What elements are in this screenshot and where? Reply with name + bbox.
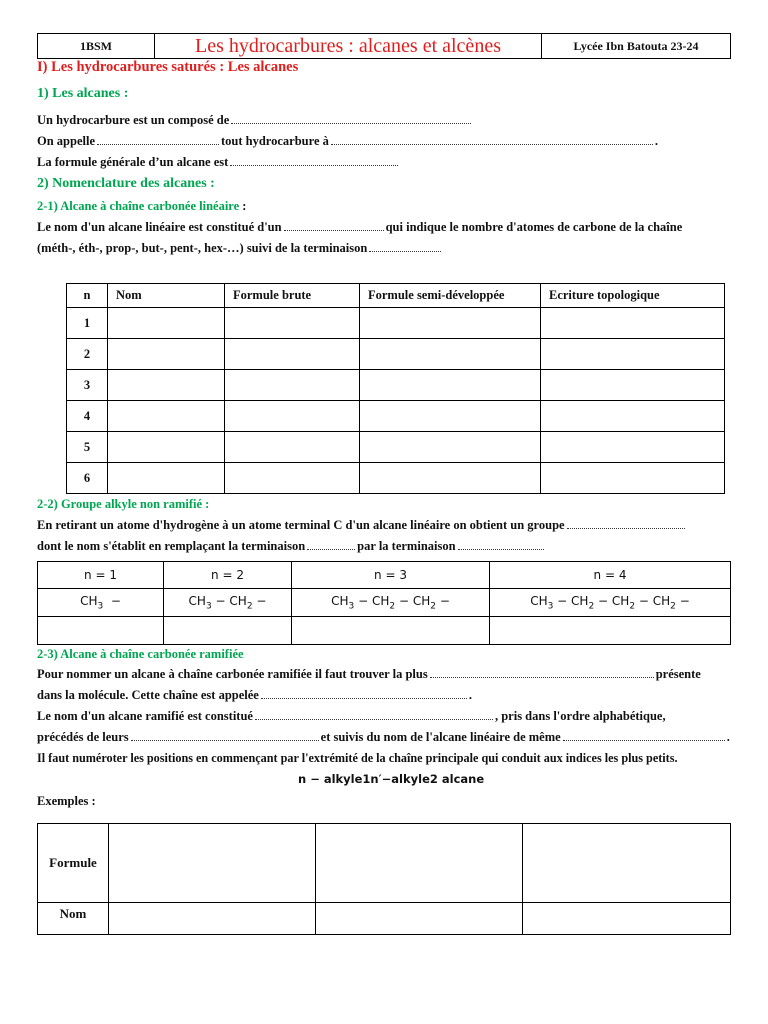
line-ramifie-3	[37, 709, 666, 724]
blank	[369, 242, 441, 252]
row-number: 2	[67, 339, 108, 370]
table-row	[67, 432, 725, 463]
cell	[316, 824, 523, 903]
text: 2-1) Alcane à chaîne carbonée linéaire	[37, 199, 240, 213]
text: La formule générale d’un alcane est	[37, 155, 229, 169]
line-nom-lineaire	[37, 220, 682, 235]
row-number: 1	[67, 308, 108, 339]
col-header-n4: n = 4	[490, 562, 731, 589]
subsection-title-2-3: 2-3) Alcane à chaîne carbonée ramifiée	[37, 647, 244, 661]
class-label: 1BSM	[38, 34, 155, 59]
line-ramifie-2	[37, 688, 472, 703]
row-number: 6	[67, 463, 108, 494]
subsection-title-2-2: 2-2) Groupe alkyle non ramifié :	[37, 497, 210, 511]
blank	[230, 156, 398, 166]
cell	[360, 339, 541, 370]
text: Le nom d'un alcane ramifié est constitué	[37, 709, 253, 723]
header-table	[37, 33, 731, 59]
table-row	[67, 339, 725, 370]
blank	[430, 668, 654, 678]
blank	[567, 519, 685, 529]
blank	[97, 135, 219, 145]
line-definition	[37, 113, 473, 128]
cell	[108, 308, 225, 339]
cell	[292, 617, 490, 645]
col-header-semi-developpee: Formule semi-développée	[360, 284, 541, 308]
cell	[541, 308, 725, 339]
col-header-nom: Nom	[108, 284, 225, 308]
row-label-formule: Formule	[38, 824, 109, 903]
text: .	[726, 730, 730, 744]
text: Un hydrocarbure est un composé de	[37, 113, 230, 127]
subsection-title-2-1	[37, 199, 246, 214]
line-appelle	[37, 134, 658, 149]
table-row	[67, 401, 725, 432]
cell	[225, 463, 360, 494]
blank	[307, 540, 355, 550]
text: Le nom d'un alcane linéaire est constitué d'un	[37, 220, 282, 234]
cell	[108, 463, 225, 494]
cell	[541, 432, 725, 463]
text: précédés de leurs	[37, 730, 129, 744]
cell	[164, 617, 292, 645]
cell	[225, 432, 360, 463]
cell	[360, 370, 541, 401]
table-row	[67, 370, 725, 401]
blank	[563, 731, 725, 741]
formula-ethyl: $CH_3 - CH_2$ −	[164, 589, 292, 617]
text: , pris dans l'ordre alphabétique,	[494, 709, 666, 723]
formula-propyl: $CH_3 - CH_2 - CH_2$ −	[292, 589, 490, 617]
table-row	[67, 463, 725, 494]
row-label-nom: Nom	[38, 903, 109, 935]
line-ramifie-1	[37, 667, 701, 682]
cell	[360, 463, 541, 494]
cell	[108, 401, 225, 432]
col-header-topologique: Ecriture topologique	[541, 284, 725, 308]
cell	[108, 432, 225, 463]
table-row	[67, 308, 725, 339]
alkane-table	[66, 283, 725, 494]
cell	[523, 824, 731, 903]
cell	[225, 339, 360, 370]
text: .	[468, 688, 472, 702]
cell	[109, 903, 316, 935]
text: .	[654, 134, 658, 148]
subsection-title-2: 2) Nomenclature des alcanes :	[37, 176, 215, 191]
cell	[225, 401, 360, 432]
cell	[541, 370, 725, 401]
alkyl-table	[37, 561, 731, 645]
cell	[360, 432, 541, 463]
text: dont le nom s'établit en remplaçant la terminaison	[37, 539, 306, 553]
cell	[225, 370, 360, 401]
text: présente	[655, 667, 701, 681]
text: et suivis du nom de l'alcane linéaire de même	[320, 730, 561, 744]
col-header-n2: n = 2	[164, 562, 292, 589]
line-formule-generale	[37, 155, 400, 170]
line-numerotation: Il faut numéroter les positions en commençant par l'extrémité de la chaîne principale qui conduit aux indices les plus petits.	[37, 751, 678, 765]
row-number: 3	[67, 370, 108, 401]
formula-methyl: $CH_3$ −	[38, 589, 164, 617]
cell	[225, 308, 360, 339]
formula-butyl: $CH_3 - CH_2 - CH_2 - CH_2$ −	[490, 589, 731, 617]
cell	[360, 401, 541, 432]
blank	[458, 540, 544, 550]
cell	[541, 463, 725, 494]
cell	[109, 824, 316, 903]
line-prefixes	[37, 241, 443, 256]
blank	[255, 710, 493, 720]
text: En retirant un atome d'hydrogène à un atome terminal C d'un alcane linéaire on obtient un groupe	[37, 518, 565, 532]
text: par la terminaison	[357, 539, 456, 553]
cell	[541, 339, 725, 370]
text: qui indique le nombre d'atomes de carbone de la chaîne	[385, 220, 683, 234]
text: On appelle	[37, 134, 95, 148]
row-number: 5	[67, 432, 108, 463]
text: (méth-, éth-, prop-, but-, pent-, hex-…) suivi de la terminaison	[37, 241, 368, 255]
examples-table	[37, 823, 731, 935]
col-header-n: n	[67, 284, 108, 308]
cell	[490, 617, 731, 645]
blank	[131, 731, 319, 741]
section-title: I) Les hydrocarbures saturés : Les alcanes	[37, 59, 299, 75]
page-title: Les hydrocarbures : alcanes et alcènes	[155, 34, 542, 59]
blank	[231, 114, 471, 124]
line-terminaison	[37, 539, 546, 554]
blank	[261, 689, 467, 699]
col-header-formule-brute: Formule brute	[225, 284, 360, 308]
cell	[541, 401, 725, 432]
text: tout hydrocarbure à	[221, 134, 329, 148]
row-number: 4	[67, 401, 108, 432]
col-header-n1: n = 1	[38, 562, 164, 589]
text: dans la molécule. Cette chaîne est appelée	[37, 688, 259, 702]
school-label: Lycée Ibn Batouta 23-24	[542, 34, 731, 59]
text: Pour nommer un alcane à chaîne carbonée ramifiée il faut trouver la plus	[37, 667, 428, 681]
cell	[38, 617, 164, 645]
col-header-n3: n = 3	[292, 562, 490, 589]
line-groupe-alkyle	[37, 518, 687, 533]
subsection-title-1: 1) Les alcanes :	[37, 86, 129, 101]
cell	[523, 903, 731, 935]
cell	[108, 370, 225, 401]
cell	[316, 903, 523, 935]
text: :	[242, 199, 247, 213]
cell	[108, 339, 225, 370]
line-ramifie-4	[37, 730, 730, 745]
blank	[284, 221, 384, 231]
blank	[331, 135, 653, 145]
cell	[360, 308, 541, 339]
examples-label: Exemples :	[37, 794, 96, 808]
general-formula: n − alkyle1n′−alkyle2 alcane	[298, 772, 485, 786]
